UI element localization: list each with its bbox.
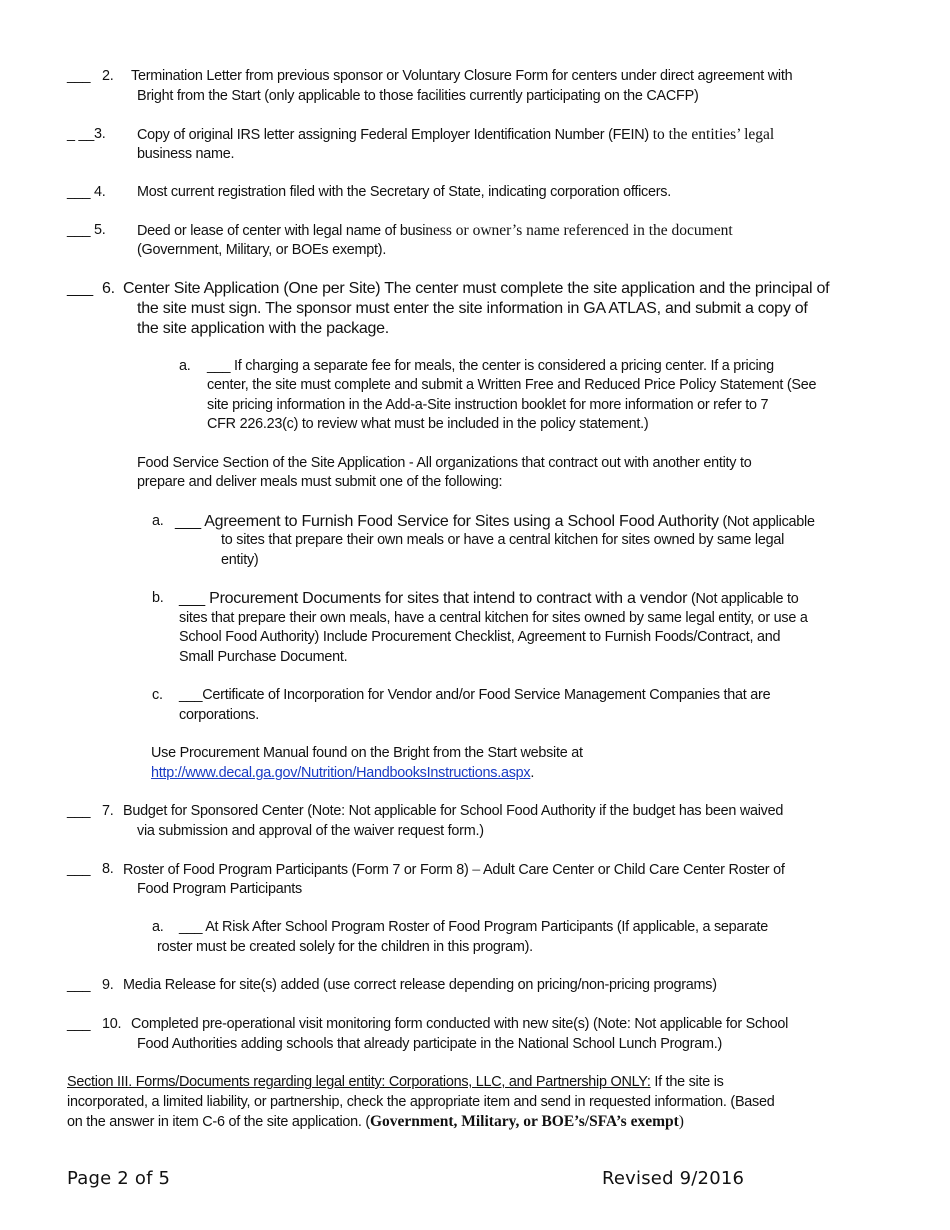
item-text-part: Copy of original IRS letter assigning Federal Employer Identification Number (FEIN) — [137, 127, 649, 143]
sub-item-label: a. — [179, 358, 191, 374]
item-text-part: ness or owner’s name referenced in the document — [425, 222, 733, 239]
sub-item-text[interactable] — [175, 512, 815, 532]
procurement-manual-link[interactable]: http://www.decal.ga.gov/Nutrition/HandbooksInstructions.aspx — [151, 765, 531, 781]
revision-date: Revised 9/2016 — [602, 1168, 745, 1189]
item-text: Budget for Sponsored Center (Note: Not applicable for School Food Authority if the budget has been waived — [123, 803, 784, 819]
checkbox-blank[interactable]: ___ — [67, 280, 93, 297]
item-text — [123, 860, 785, 880]
sub-item-label: c. — [152, 687, 163, 703]
checkbox-blank[interactable]: ___ 4. — [67, 184, 106, 200]
section-text — [67, 1112, 684, 1132]
checkbox-blank[interactable]: ___ — [67, 803, 91, 819]
section-text-part: on the answer in item C-6 of the site application. ( — [67, 1114, 370, 1130]
sub-item-text: School Food Authority) Include Procurement Checklist, Agreement to Furnish Foods/Contract, and — [179, 629, 781, 645]
sub-item-text[interactable]: ___ If charging a separate fee for meals, the center is considered a pricing center. If a pricing — [207, 358, 774, 374]
link-period: . — [530, 765, 535, 781]
sub-item-text: roster must be created solely for the children in this program). — [157, 939, 533, 955]
item-text: Termination Letter from previous sponsor or Voluntary Closure Form for centers under direct agreement with — [131, 68, 793, 84]
sub-item-text: to sites that prepare their own meals or have a central kitchen for sites owned by same legal — [221, 532, 785, 548]
sub-item-text-part: ___ Procurement Documents for sites that intend to contract with a vendor — [179, 590, 688, 607]
item-text-part: Deed or lease of center with legal name of busi — [137, 223, 426, 239]
item-number: 6. — [102, 280, 115, 297]
sub-item-text: site pricing information in the Add-a-Site instruction booklet for more information or refer to 7 — [207, 397, 769, 413]
procurement-manual-line — [151, 764, 534, 783]
procurement-manual-text: Use Procurement Manual found on the Bright from the Start website at — [151, 745, 583, 761]
exemption-note: Government, Military, or BOE’s/SFA’s exempt — [369, 1113, 679, 1130]
checkbox-blank[interactable]: _ __3. — [67, 126, 106, 142]
sub-item-text: sites that prepare their own meals, have a central kitchen for sites owned by same legal entity, or use a — [179, 610, 808, 626]
sub-item-text-part: (Not applicable to — [691, 591, 799, 607]
item-number: 9. — [102, 977, 114, 993]
item-text: Most current registration filed with the Secretary of State, indicating corporation officers. — [137, 184, 671, 200]
item-text: Media Release for site(s) added (use correct release depending on pricing/non-pricing programs) — [123, 977, 717, 993]
sub-item-text: entity) — [221, 552, 259, 568]
item-text-part: to the entities’ legal — [652, 126, 775, 143]
item-number: 2. — [102, 68, 114, 84]
item-text: Food Program Participants — [137, 881, 302, 897]
item-text: via submission and approval of the waiver request form.) — [137, 823, 484, 839]
item-text: the site application with the package. — [137, 320, 389, 337]
sub-item-text-part: (Not applicable — [722, 514, 815, 530]
sub-item-text: Small Purchase Document. — [179, 649, 348, 665]
item-text: Completed pre-operational visit monitoring form conducted with new site(s) (Note: Not applicable for School — [131, 1016, 789, 1032]
item-number: 8. — [102, 861, 114, 877]
sub-item-text: CFR 226.23(c) to review what must be included in the policy statement.) — [207, 416, 649, 432]
item-text-part: Adult Care Center or Child Care Center Roster of — [483, 862, 785, 878]
item-text: (Government, Military, or BOEs exempt). — [137, 242, 387, 258]
sub-item-text[interactable] — [179, 589, 799, 609]
section-text: incorporated, a limited liability, or partnership, check the appropriate item and send in requested information. (Based — [67, 1094, 775, 1110]
item-text — [137, 221, 733, 241]
food-service-text: prepare and deliver meals must submit one of the following: — [137, 474, 503, 490]
checkbox-blank[interactable]: ___ — [67, 68, 91, 84]
sub-item-text: corporations. — [179, 707, 259, 723]
sub-item-label: a. — [152, 513, 164, 529]
sub-item-text[interactable]: ___ At Risk After School Program Roster of Food Program Participants (If applicable, a separate — [179, 919, 768, 935]
checkbox-blank[interactable]: ___ 5. — [67, 222, 106, 238]
item-text: the site must sign. The sponsor must enter the site information in GA ATLAS, and submit a copy of — [137, 300, 808, 317]
checkbox-blank[interactable]: ___ — [67, 1016, 91, 1032]
sub-item-label: a. — [152, 919, 164, 935]
food-service-text: Food Service Section of the Site Application - All organizations that contract out with another entity to — [137, 455, 752, 471]
sub-item-label: b. — [152, 590, 164, 606]
item-text: Center Site Application (One per Site) The center must complete the site application and the principal of — [123, 280, 830, 297]
page-number: Page 2 of 5 — [67, 1168, 171, 1189]
sub-item-text: center, the site must complete and submit a Written Free and Reduced Price Policy Statement (See — [207, 377, 817, 393]
section-text: If the site is — [654, 1074, 724, 1090]
section-text-part: ) — [678, 1113, 684, 1130]
item-number: 10. — [102, 1016, 122, 1032]
item-text: Bright from the Start (only applicable to those facilities currently participating on the CACFP) — [137, 88, 699, 104]
item-text-part: – — [472, 861, 481, 878]
item-text: Food Authorities adding schools that already participate in the National School Lunch Program.) — [137, 1036, 723, 1052]
item-text: business name. — [137, 146, 235, 162]
item-text — [137, 125, 774, 145]
item-text-part: Roster of Food Program Participants (Form 7 or Form 8) — [123, 862, 469, 878]
sub-item-text-part: ___ Agreement to Furnish Food Service for Sites using a School Food Authority — [175, 513, 719, 530]
checkbox-blank[interactable]: ___ — [67, 977, 91, 993]
sub-item-text[interactable]: ___Certificate of Incorporation for Vendor and/or Food Service Management Companies that are — [179, 687, 771, 703]
section-heading-line — [67, 1073, 724, 1092]
item-number: 7. — [102, 803, 114, 819]
section-heading: Section III. Forms/Documents regarding legal entity: Corporations, LLC, and Partnership ONLY: — [67, 1074, 651, 1090]
checkbox-blank[interactable]: ___ — [67, 861, 91, 877]
